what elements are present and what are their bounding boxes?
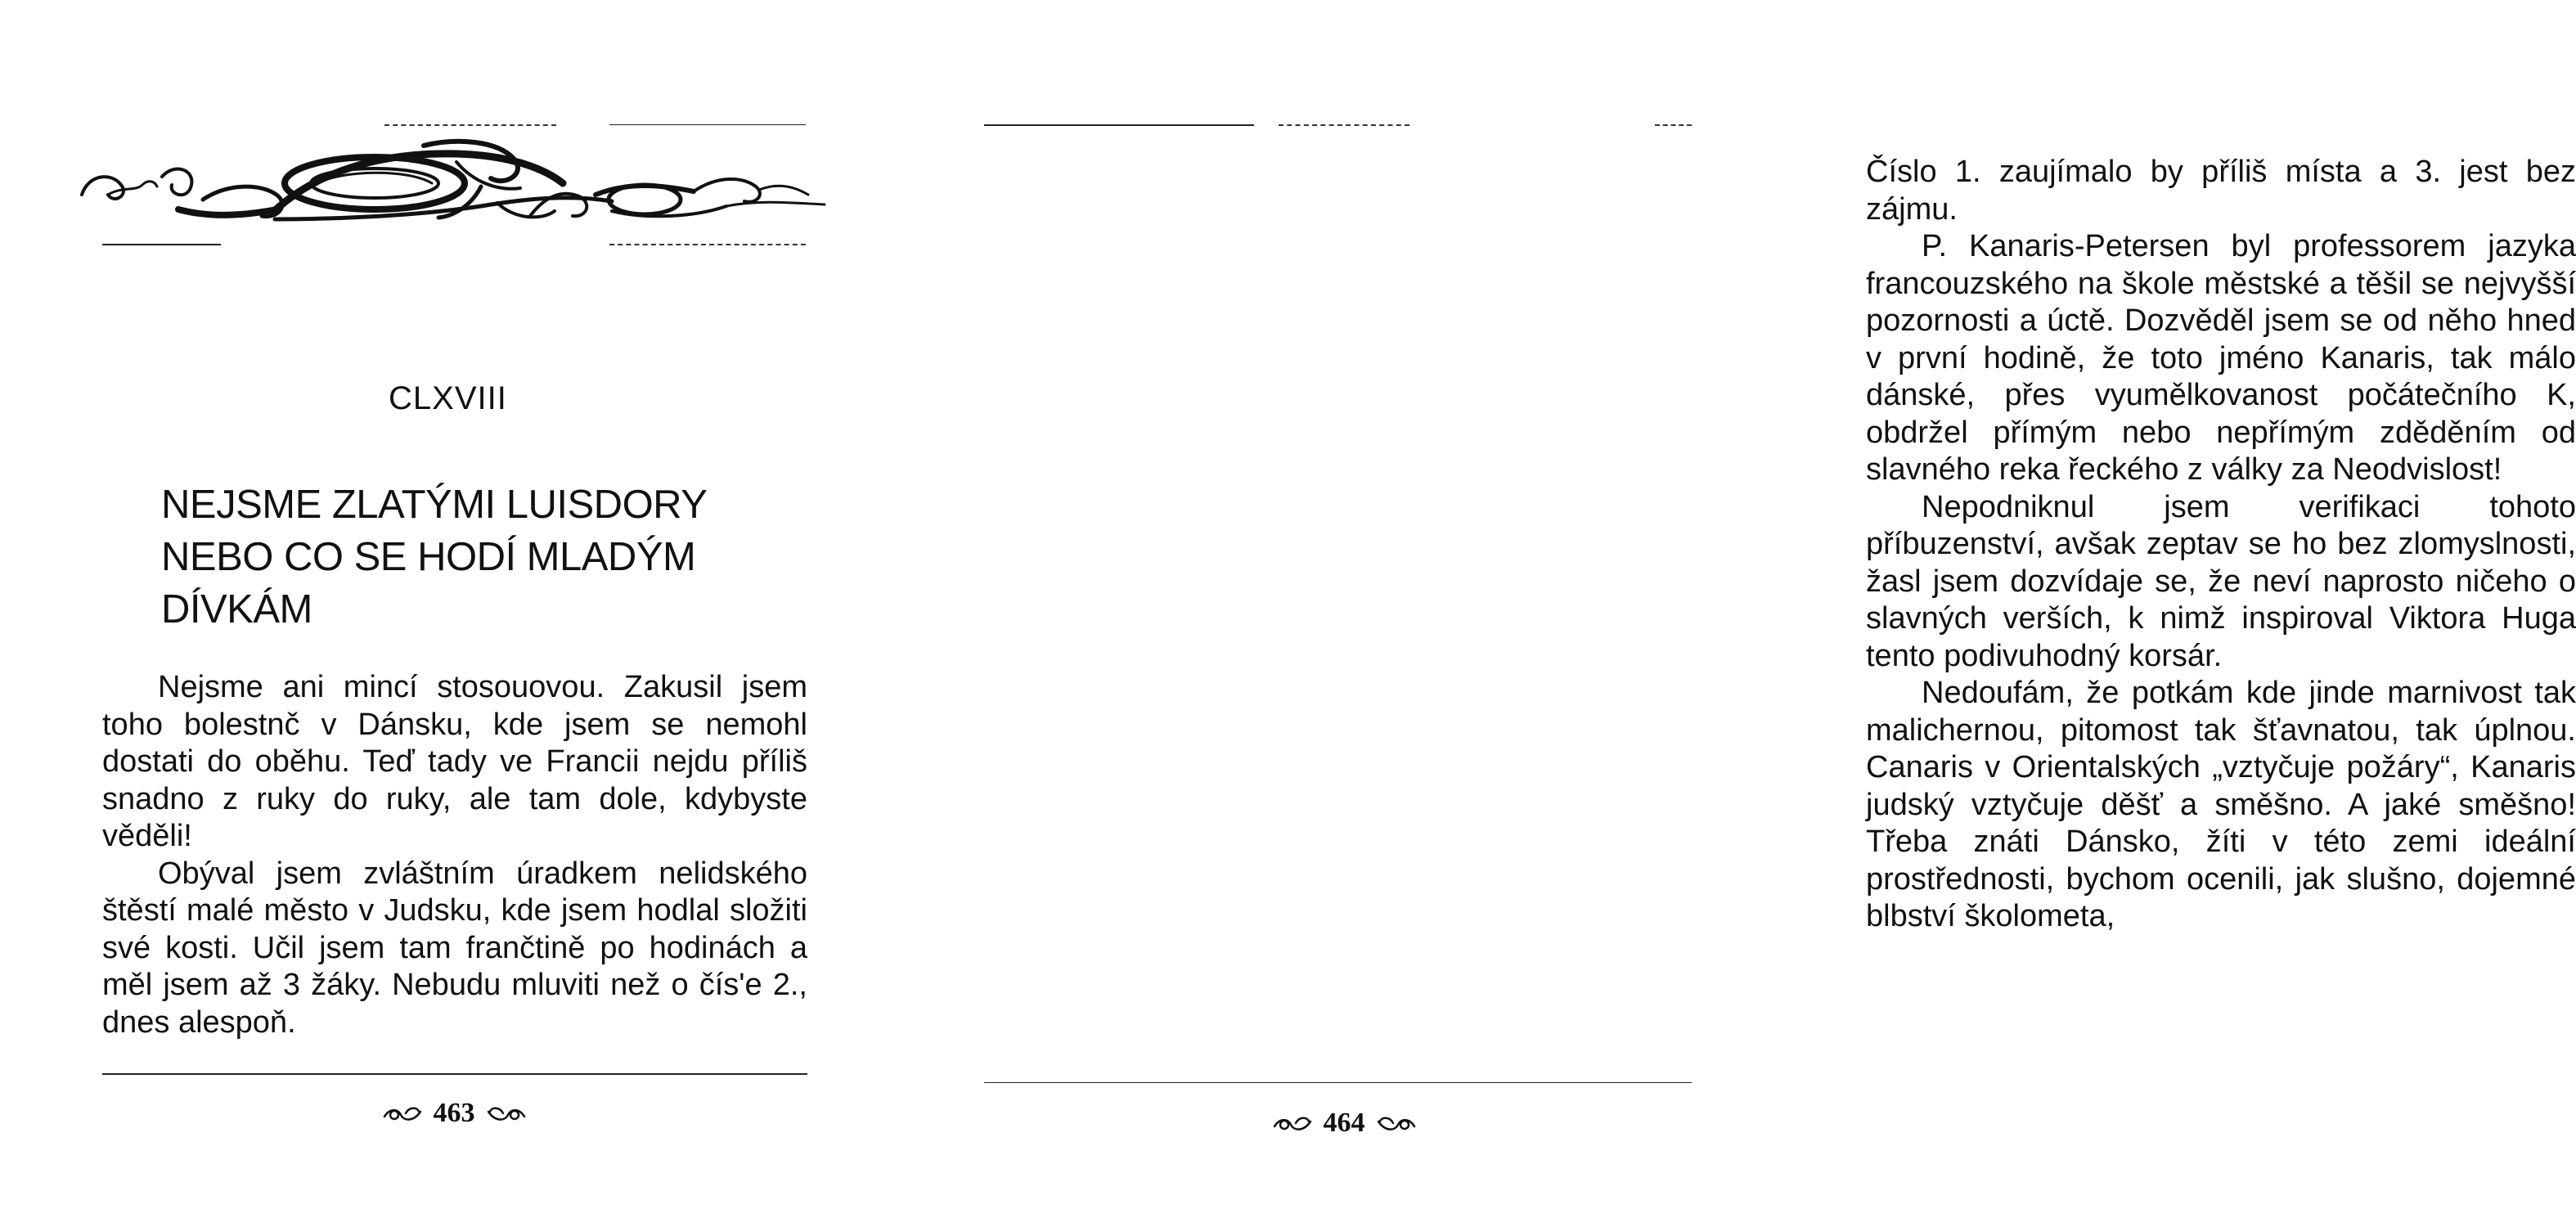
chapter-number: CLXVIII [389,380,507,416]
bottom-rule-right [984,1082,1692,1083]
scroll-fleuron-right-icon [485,1102,528,1125]
top-rule-right [984,124,1254,126]
right-page [886,0,2576,1227]
bottom-rule-left [102,1073,807,1075]
page-footer-right [1238,1106,1450,1139]
paragraph: Nejsme ani mincí stosouovou. Zakusil jsem toho bolestnč v Dánsku, kde jsem se nemohl dostati do oběhu. Teď tady ve Francii nejdu příliš snadno z ruky do ruky, ale tam dole, kdybyste věděli! [102,670,807,853]
under-ornament-rule-left [102,244,221,245]
paragraph: P. Kanaris-Petersen byl professorem jazyka francouzského na škole městské a těšil se nejvyšší pozornosti a úctě. Dozvěděl jsem se od něho hned v první hodině, že toto jméno Kanaris, tak málo dánské, přes vyumělkovanost počátečního K, obdržel přímým nebo nepřímým zděděním od slavného reka řeckého z války za Neodvislost! [1866,229,2576,487]
left-body-text [102,669,807,1041]
paragraph: Obýval jsem zvláštním úradkem nelidského štěstí malé město v Judsku, kde jsem hodlal složiti své kosti. Učil jsem tam frančtině po hodinách a měl jsem až 3 žáky. Nebudu mluviti než o čís'e 2., dnes alespoň. [102,856,807,1040]
paragraph: Číslo 1. zaujímalo by příliš místa a 3. jest bez zájmu. [1866,155,2576,227]
floral-scroll-headpiece-icon [72,137,829,234]
right-body-text [1866,154,2576,936]
page-number: 463 [433,1098,475,1129]
top-rule-left-solid [609,124,806,125]
top-rule-left [384,124,556,126]
paragraph: Nedoufám, že potkám kde jinde marnivost tak malichernou, pitomost tak šťavnatou, tak úplnou. Canaris v Orientalských „vztyčuje požáry“, Kanaris judský vztyčuje děšť a směšno. A jaké směšno! Třeba znáti Dánsko, žíti v této zemi ideální prostřednosti, bychom ocenili, jak slušno, dojemné blbství školometa, [1866,676,2576,933]
top-rule-right-end [1655,124,1692,126]
top-rule-right-dashed [1279,124,1409,126]
scroll-fleuron-left-icon [1271,1112,1314,1135]
scroll-fleuron-right-icon [1375,1112,1418,1135]
paragraph: Nepodniknul jsem verifikaci tohoto příbuzenství, avšak zeptav se ho bez zlomyslnosti, žasl jsem dozvídaje se, že neví naprosto ničeho o slavných verších, k nimž inspiroval Viktora Huga tento podivuhodný korsár. [1866,489,2576,673]
page-number: 464 [1323,1108,1365,1139]
chapter-title: NEJSME ZLATÝMI LUISDORY NEBO CO SE HODÍ MLADÝM DÍVKÁM [161,483,707,631]
scroll-fleuron-left-icon [381,1102,424,1125]
left-page [0,0,886,1227]
page-footer-left [348,1096,560,1129]
under-ornament-rule-mid [609,244,806,245]
